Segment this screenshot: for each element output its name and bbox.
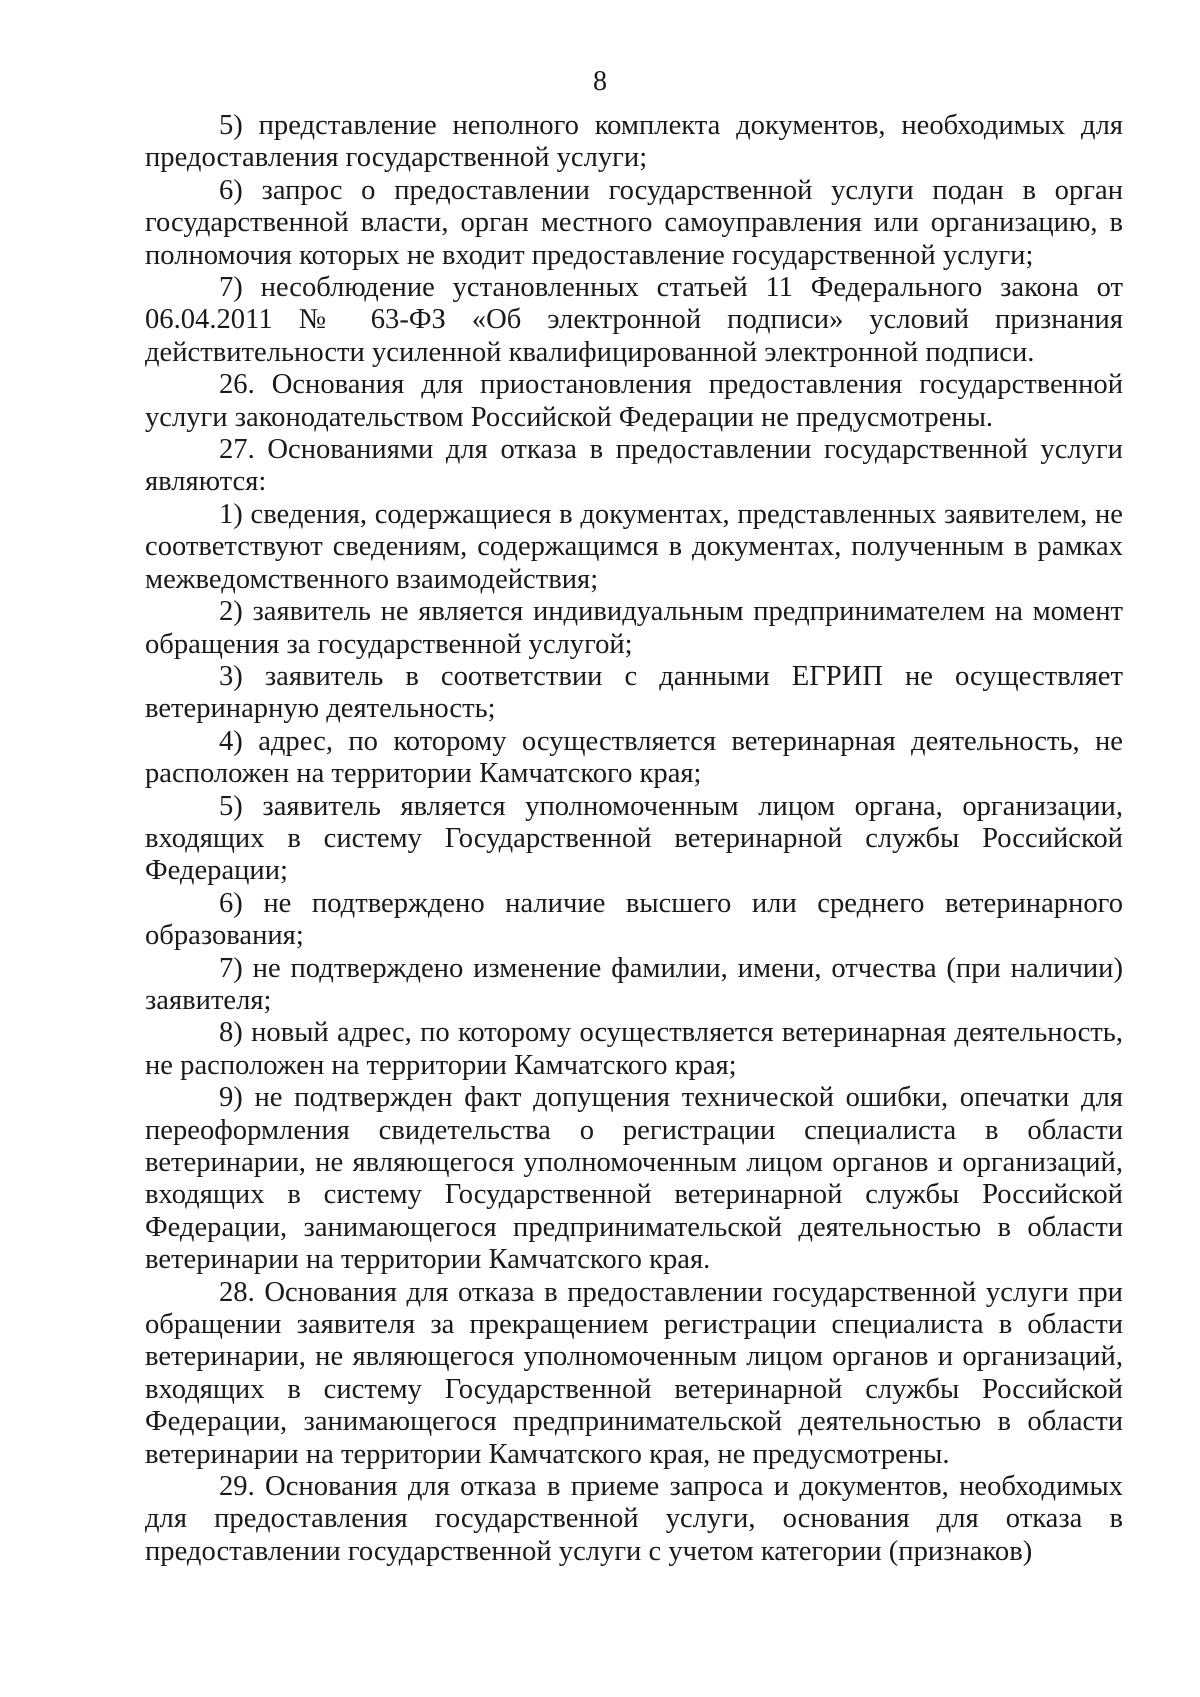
refusal-item-5: 5) заявитель является уполномоченным лицом органа, организации, входящих в систему Государственной ветеринарной службы Российской Федерации;: [145, 790, 1123, 887]
list-item-5-incomplete-documents: 5) представление неполного комплекта документов, необходимых для предоставления государственной услуги;: [145, 110, 1123, 174]
refusal-item-2: 2) заявитель не является индивидуальным предпринимателем на момент обращения за государственной услугой;: [145, 596, 1123, 660]
page-number: 8: [593, 66, 607, 97]
document-body: [145, 110, 1123, 1568]
list-item-6-wrong-authority: 6) запрос о предоставлении государственной услуги подан в орган государственной власти, орган местного самоуправления или организацию, в полномочия которых не входит предоставление государственной услуги;: [145, 174, 1123, 271]
refusal-item-4: 4) адрес, по которому осуществляется ветеринарная деятельность, не расположен на территории Камчатского края;: [145, 725, 1123, 790]
clause-28: 28. Основания для отказа в предоставлении государственной услуги при обращении заявителя за прекращением регистрации специалиста в области ветеринарии, не являющегося уполномоченным лицом органов и организаций, входящих в систему Государственной ветеринарной службы Российской Федерации, занимающегося предпринимательской деятельностью в области ветеринарии на территории Камчатского края, не предусмотрены.: [145, 1276, 1123, 1470]
refusal-item-3: 3) заявитель в соответствии с данными ЕГРИП не осуществляет ветеринарную деятельность;: [145, 660, 1123, 725]
refusal-item-1: 1) сведения, содержащиеся в документах, представленных заявителем, не соответствуют сведениям, содержащимся в документах, полученным в рамках межведомственного взаимодействия;: [145, 498, 1123, 595]
refusal-item-7: 7) не подтверждено изменение фамилии, имени, отчества (при наличии) заявителя;: [145, 952, 1123, 1016]
clause-26: 26. Основания для приостановления предоставления государственной услуги законодательством Российской Федерации не предусмотрены.: [145, 369, 1123, 433]
refusal-item-6: 6) не подтверждено наличие высшего или среднего ветеринарного образования;: [145, 887, 1123, 952]
refusal-item-9: 9) не подтвержден факт допущения технической ошибки, опечатки для переоформления свидетельства о регистрации специалиста в области ветеринарии, не являющегося уполномоченным лицом органов и организаций, входящих в систему Государственной ветеринарной службы Российской Федерации, занимающегося предпринимательской деятельностью в области ветеринарии на территории Камчатского края.: [145, 1082, 1123, 1276]
refusal-item-8: 8) новый адрес, по которому осуществляется ветеринарная деятельность, не расположен на территории Камчатского края;: [145, 1017, 1123, 1081]
list-item-7-electronic-signature: 7) несоблюдение установленных статьей 11 Федерального закона от 06.04.2011 № 63-ФЗ «Об электронной подписи» условий признания действительности усиленной квалифицированной электронной подписи.: [145, 272, 1123, 368]
clause-27: 27. Основаниями для отказа в предоставлении государственной услуги являются:: [145, 434, 1123, 498]
clause-29: 29. Основания для отказа в приеме запроса и документов, необходимых для предоставления государственной услуги, основания для отказа в предоставлении государственной услуги с учетом категории (признаков): [145, 1471, 1123, 1567]
